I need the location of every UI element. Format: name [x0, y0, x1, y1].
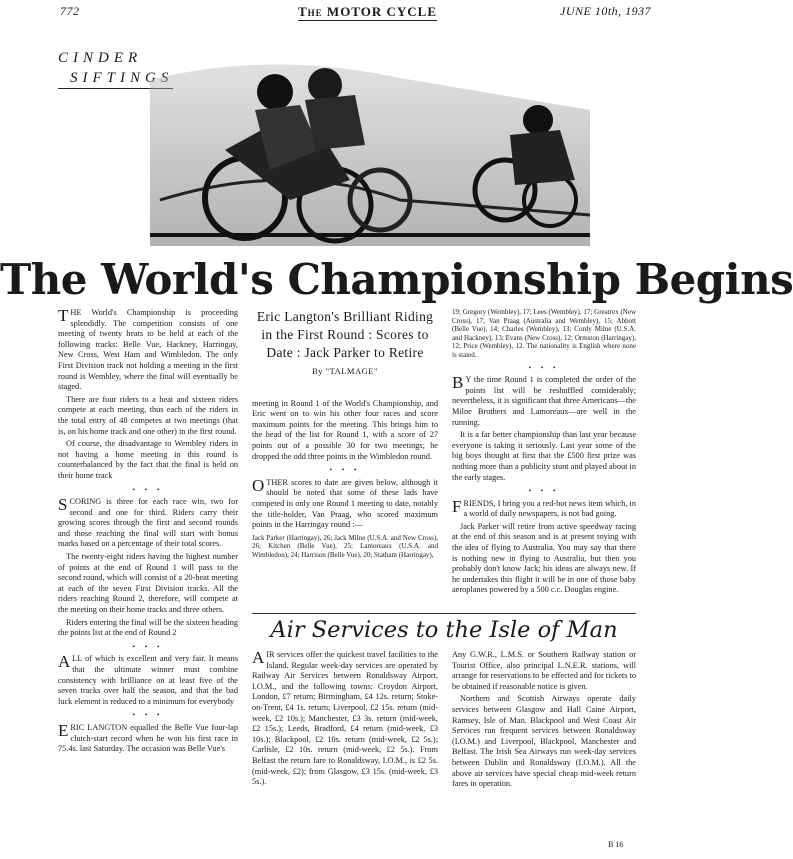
- paragraph: RIENDS, I bring you a red-hot news item which, in a world of daily newspapers, is not bad going.: [463, 498, 636, 519]
- masthead-logo: The MOTOR CYCLE: [298, 4, 437, 19]
- headline: The World's Championship Begins: [0, 255, 793, 304]
- subheadline: Eric Langton's Brilliant Riding in the First Round : Scores to Date : Jack Parker to Retire: [256, 309, 434, 360]
- paragraph: Y the time Round 1 is completed the order of the points list will be reshuffled considerably; nevertheless, it is significant that three Americans—the Milne Brothers and Lamoreaux—are well in the running.: [452, 375, 636, 427]
- section-divider: • • •: [528, 487, 560, 496]
- section-kicker-line2: SIFTINGS: [58, 68, 173, 89]
- section-kicker-line1: CINDER: [58, 50, 143, 66]
- drop-cap: A: [252, 648, 265, 667]
- air-services-column-1: [252, 650, 438, 790]
- section-divider: • • •: [329, 466, 361, 475]
- scores-list: 19; Gregory (Wembley), 17; Lees (Wembley), 17; Greatrex (New Cross), 17; Van Praag (Australia and Wembley), 15; Abbott (Belle Vue), 14; Charles (Wembley), 13; Cordy Milne (U.S.A. and Hackney), 13; Evans (New Cross), 12; Ormston (Harringay), 12; Price (Wembley), 12. The nationality is English where none is stated.: [452, 308, 636, 359]
- page-number: 772: [60, 4, 80, 18]
- paragraph: Of course, the disadvantage to Wembley riders in not having a home meeting in this round is counterbalanced by the fact that the final is held on their home track: [58, 439, 238, 480]
- paragraph: The twenty-eight riders having the highest number of points at the end of Round 1 will pass to the second round, which will consist of a 20-heat meeting at each of the seven First Division tracks. All the riders reaching Round 2, therefore, will compete at the meeting on their home tracks and three others.: [58, 552, 238, 615]
- paragraph: Jack Parker will retire from active speedway racing at the end of this season and is at present toying with the idea of flying to Australia. You may say that there is nothing new in flying to Australia, but then you probably don't know Jack; his ideas are always new. If he undertakes this flight it will be in one of those baby aeroplanes powered by a 500 c.c. Douglas engine.: [452, 521, 636, 595]
- drop-cap: T: [58, 306, 69, 325]
- paragraph: meeting in Round 1 of the World's Championship, and Eric went on to win his other four races and score maximum points for the meeting. This brings him to the head of the list for Round 1, with a score of 27 points out of a possible 30 for two meetings; he dropped the odd three points in the Wimbledon round.: [252, 398, 438, 461]
- paragraph: It is a far better championship than last year because everyone is taking it seriously. Last year some of the big boys thought at first that the £500 first prize was nothing more than a publicity stunt and played about in the early stages.: [452, 430, 636, 482]
- paragraph: Any G.W.R., L.M.S. or Southern Railway station or Tourist Office, also principal L.N.E.R. stations, will arrange for reservations to be effected and for tickets to be obtained if reasonable notice is given.: [452, 650, 636, 691]
- paragraph: Riders entering the final will be the sixteen heading the points list at the end of Round 2: [58, 617, 238, 638]
- drop-cap: F: [452, 496, 462, 516]
- paragraph: IR services offer the quickest travel facilities to the Island. Regular week-day services are operated by Railway Air Services between Ronaldsway Airport, I.O.M., and the following towns: Croydon Airport, London, £7 return; Birmingham, £4 12s. return; Stoke-on-Trent, £4 1s. return; Liverpool, £2 15s. return (mid-week, £2 10s.); Manchester, £3 3s. return (mid-week, £2 15s.); Leeds, Bradford, £4 return (mid-week, £3 10s.); Blackpool, £2 10s. return (mid-week, £2 5s.); Carlisle, £2 10s. return (mid-week, £2 5s.). From Belfast the return fare to Ronaldsway, I.O.M., is £2 5s. (mid-week, £2); from Glasgow, £3 15s. (mid-week, £3 5s.).: [252, 650, 438, 787]
- drop-cap: E: [58, 720, 69, 740]
- drop-cap: S: [58, 495, 68, 515]
- article-column-3: [452, 308, 636, 598]
- paragraph: CORING is three for each race win, two for second and one for third. Riders carry their growing scores through the first and second rounds and those reaching the final will start with bonus marks based on a percentage of their total scores.: [58, 497, 238, 549]
- drop-cap: O: [252, 475, 265, 495]
- paragraph: There are four riders to a heat and sixteen riders compete at each meeting, thus each of the riders in the total entry of 48 competes at two meetings (that is, on his home track and one other) in the first round.: [58, 394, 238, 436]
- paragraph: HE World's Championship is proceeding splendidly. The competition consists of one meeting of twenty heats to be held at each of the following tracks: Belle Vue, Hackney, Harringay, New Cross, West Ham and Wimbledon. The only First Division track not holding a meeting in the first round is Wembley, where the final will eventually be staged.: [58, 308, 238, 392]
- air-services-column-2: [452, 650, 636, 792]
- section-divider: • • •: [132, 485, 164, 494]
- page-code: B 16: [608, 840, 624, 849]
- section-divider: • • •: [528, 363, 560, 372]
- drop-cap: A: [58, 652, 71, 672]
- byline: By "TALMAGE": [312, 366, 378, 376]
- speedway-illustration: [150, 50, 590, 246]
- drop-cap: B: [452, 373, 464, 393]
- article-column-2: [252, 308, 438, 560]
- paragraph: Northern and Scottish Airways operate daily services between Glasgow and Hall Caine Airport, Ramsey, Isle of Man. Blackpool and West Coast Air Services run frequent services between Ronaldsway (I.O.M.) and Liverpool, Blackpool, Manchester and Belfast. The Irish Sea Airways run week-day services between Dublin and Ronaldsway (I.O.M.). All the above air services have special cheap mid-week return fares in operation.: [452, 694, 636, 789]
- air-services-headline: Air Services to the Isle of Man: [270, 617, 618, 643]
- article-column-1: [58, 308, 238, 757]
- paragraph: LL of which is excellent and very fair. It means that the ultimate winner must combine consistency with brilliance on at least five of the seven tracks over half the season, and that the bad luck element is reduced to a minimum for everybody: [58, 654, 238, 706]
- section-divider: • • •: [132, 711, 164, 720]
- issue-date: JUNE 10th, 1937: [560, 4, 652, 18]
- paragraph: THER scores to date are given below, although it should be noted that some of these lads have competed in only one Round 1 meeting to date, notably the title-holder, Van Praag, who scored maximum points in the Harringay round :—: [252, 477, 438, 530]
- section-divider: • • •: [132, 642, 164, 651]
- section-rule: [252, 613, 636, 614]
- scores-list: Jack Parker (Harringay), 26; Jack Milne (U.S.A. and New Cross), 26; Kitchen (Belle Vue), 25; Lamoreaux (U.S.A. and Wimbledon), 24; Harrison (Belle Vue), 20; Statham (Harringay),: [252, 533, 438, 559]
- paragraph: RIC LANGTON equalled the Belle Vue four-lap clutch-start record when he won his first race in 75.4s. last Saturday. The occasion was Belle Vue's: [58, 722, 238, 754]
